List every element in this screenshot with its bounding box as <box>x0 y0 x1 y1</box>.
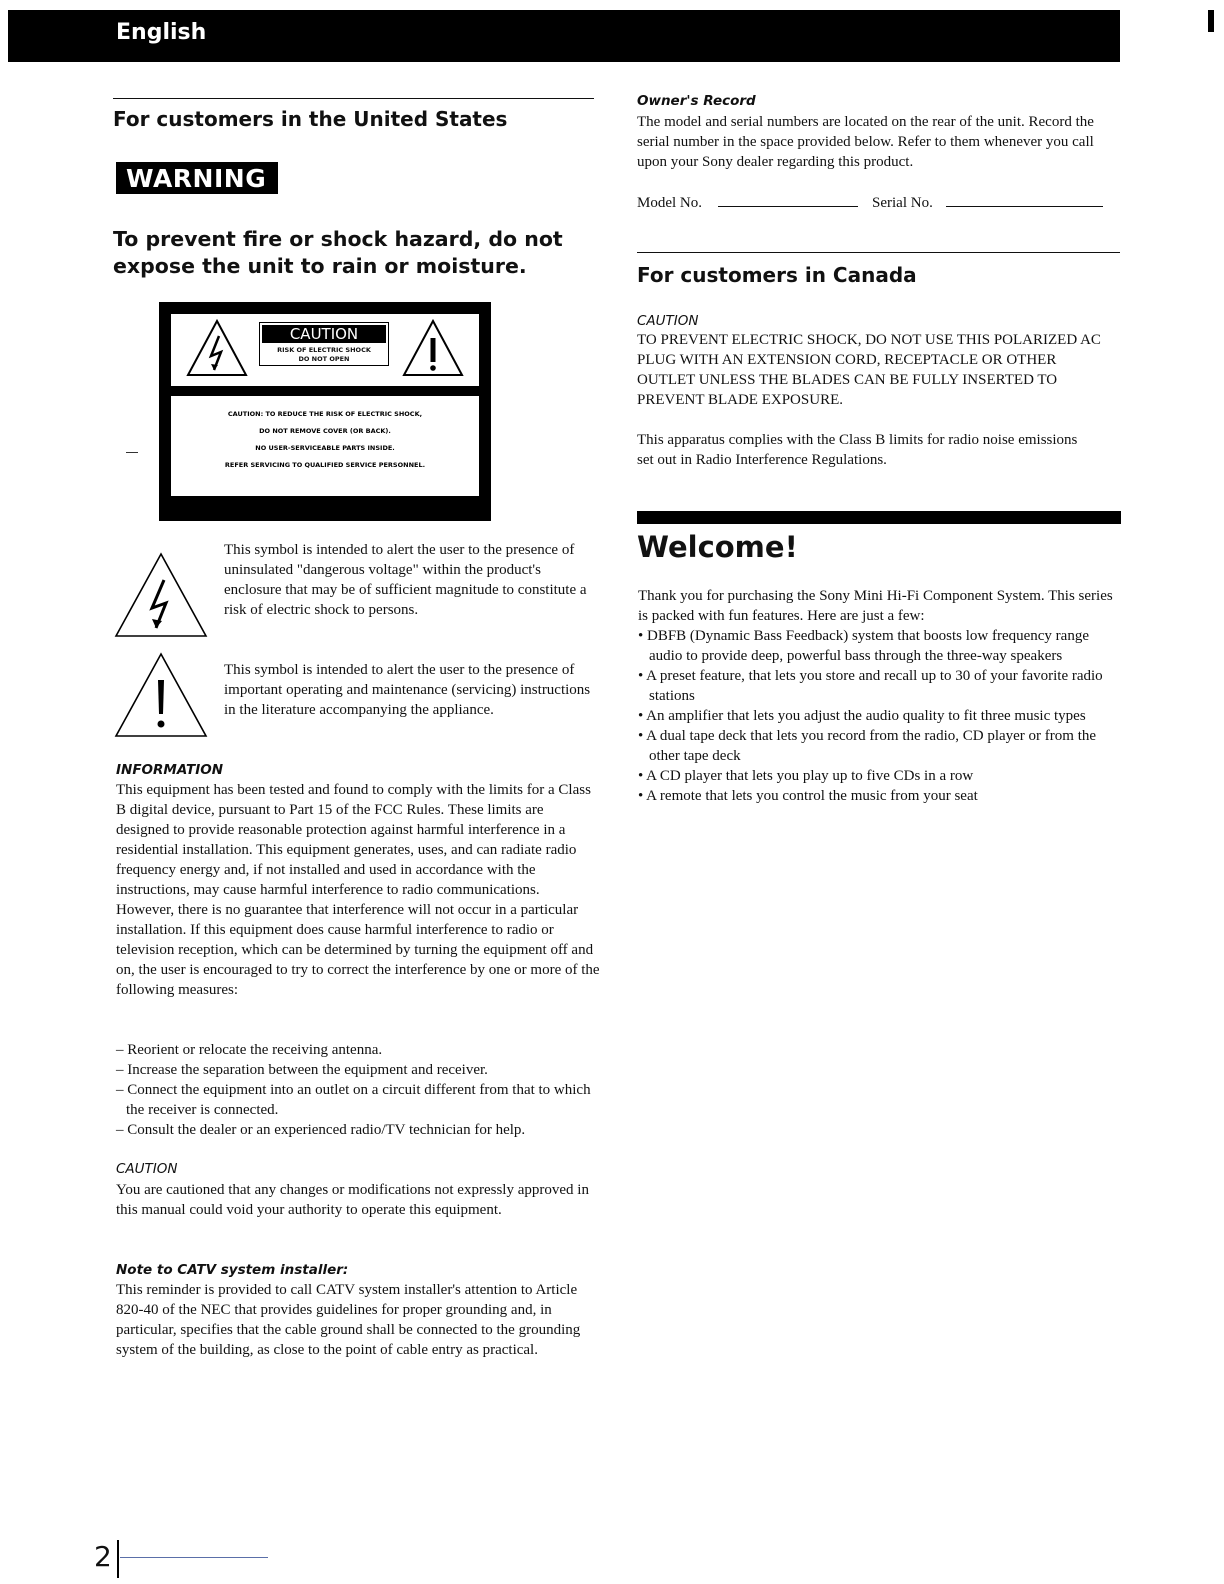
exclamation-symbol-icon <box>114 652 208 738</box>
us-caution-text: You are cautioned that any changes or modifications not expressly approved in this manual could void your authority to operate this equipment. <box>116 1182 589 1218</box>
caution-line: CAUTION: TO REDUCE THE RISK OF ELECTRIC SHOCK, <box>227 410 423 418</box>
list-item: – Consult the dealer or an experienced radio/TV technician for help. <box>116 1122 526 1138</box>
list-item: • A dual tape deck that lets you record from the radio, CD player or from the other tape deck <box>638 728 1097 764</box>
page-number-bar <box>117 1540 119 1578</box>
list-item: • A remote that lets you control the music from your seat <box>638 788 978 804</box>
exclamation-symbol-description: This symbol is intended to alert the user to the presence of important operating and maintenance (servicing) instructions in the literature accompanying the appliance. <box>224 662 591 718</box>
list-item: – Reorient or relocate the receiving antenna. <box>116 1042 383 1058</box>
list-item: • An amplifier that lets you adjust the audio quality to fit three music types <box>638 708 1086 724</box>
model-number-field <box>637 193 702 213</box>
interference-measures-list <box>116 1040 604 1140</box>
caution-label-graphic <box>159 302 491 521</box>
section-rule-canada <box>637 252 1120 253</box>
information-text: This equipment has been tested and found to comply with the limits for a Class B digital device, pursuant to Part 15 of the FCC Rules. These limits are designed to provide reasonable protection against harmful interference in a residential installation. This equipment generates, uses, and can radiate radio frequency energy and, if not installed and used in accordance with the instructions, may cause harmful interference to radio communications. However, there is no guarantee that interference will not occur in a particular installation. If this equipment does cause harmful interference to radio or television reception, which can be determined by turning the equipment off and on, the user is encouraged to try to correct the interference by one or more of the following measures: <box>116 782 600 998</box>
exclamation-warning-icon <box>401 318 465 378</box>
caution-label-top <box>171 314 479 386</box>
prevent-hazard-text: To prevent fire or shock hazard, do not expose the unit to rain or moisture. <box>113 227 563 278</box>
section-rule-us <box>113 98 594 99</box>
model-number-blank <box>718 206 858 207</box>
serial-number-blank <box>946 206 1103 207</box>
shock-symbol-description: This symbol is intended to alert the user to the presence of uninsulated "dangerous voltage" within the product's enclosure that may be of sufficient magnitude to constitute a risk of electric shock to persons. <box>224 542 587 618</box>
catv-note-label: Note to CATV system installer: <box>116 1262 349 1278</box>
caution-label-bottom <box>171 396 479 496</box>
stray-mark <box>126 452 138 453</box>
canada-caution-label: CAUTION <box>637 313 699 329</box>
information-label: INFORMATION <box>116 762 224 778</box>
serial-number-label: Serial No. <box>872 195 933 211</box>
welcome-intro: Thank you for purchasing the Sony Mini Hi-Fi Component System. This series is packed with fun features. Here are just a few: <box>638 588 1113 624</box>
us-caution-label: CAUTION <box>116 1161 178 1177</box>
model-number-label: Model No. <box>637 195 702 211</box>
warning-badge: WARNING <box>116 162 278 194</box>
owners-record-label: Owner's Record <box>637 93 756 109</box>
list-item: • A preset feature, that lets you store and recall up to 30 of your favorite radio stations <box>638 668 1103 704</box>
list-item: • DBFB (Dynamic Bass Feedback) system that boosts low frequency range audio to provide deep, powerful bass through the three-way speakers <box>638 628 1089 664</box>
list-item: – Increase the separation between the equipment and receiver. <box>116 1062 488 1078</box>
feature-list <box>638 626 1118 806</box>
caution-center-box <box>259 322 389 366</box>
list-item: • A CD player that lets you play up to five CDs in a row <box>638 768 974 784</box>
canada-compliance-text: This apparatus complies with the Class B limits for radio noise emissions set out in Radio Interference Regulations. <box>637 432 1078 468</box>
list-item: – Connect the equipment into an outlet on a circuit different from that to which the receiver is connected. <box>116 1082 591 1118</box>
welcome-divider-bar <box>637 511 1121 524</box>
edge-mark <box>1208 10 1214 32</box>
caution-line: DO NOT REMOVE COVER (OR BACK). <box>259 427 391 435</box>
owners-record-text: The model and serial numbers are located on the rear of the unit. Record the serial number in the space provided below. Refer to them whenever you call upon your Sony dealer regarding this product. <box>637 114 1094 170</box>
catv-note-text: This reminder is provided to call CATV system installer's attention to Article 820-40 of the NEC that provides guidelines for proper grounding and, in particular, specifies that the cable ground shall be connected to the grounding system of the building, as close to the point of cable entry as practical. <box>116 1282 581 1358</box>
caution-title: CAUTION <box>262 325 386 343</box>
page-number: 2 <box>94 1540 112 1573</box>
language-header-bar <box>8 10 1120 62</box>
welcome-title: Welcome! <box>637 530 798 564</box>
electric-shock-symbol-icon <box>114 552 208 638</box>
caution-subtitle <box>260 346 388 364</box>
caution-sub-line1: RISK OF ELECTRIC SHOCK <box>277 346 371 354</box>
canada-caution-text: TO PREVENT ELECTRIC SHOCK, DO NOT USE THIS POLARIZED AC PLUG WITH AN EXTENSION CORD, RECEPTACLE OR OTHER OUTLET UNLESS THE BLADES CAN BE FULLY INSERTED TO PREVENT BLADE EXPOSURE. <box>637 332 1101 408</box>
serial-number-field <box>872 193 933 213</box>
caution-sub-line2: DO NOT OPEN <box>298 355 350 363</box>
us-heading: For customers in the United States <box>113 107 508 131</box>
caution-line: REFER SERVICING TO QUALIFIED SERVICE PERSONNEL. <box>224 461 426 469</box>
electric-shock-warning-icon <box>185 318 249 378</box>
bottom-underline <box>120 1557 268 1558</box>
caution-line: NO USER-SERVICEABLE PARTS INSIDE. <box>255 444 395 452</box>
language-label: English <box>116 20 207 45</box>
canada-heading: For customers in Canada <box>637 263 917 287</box>
